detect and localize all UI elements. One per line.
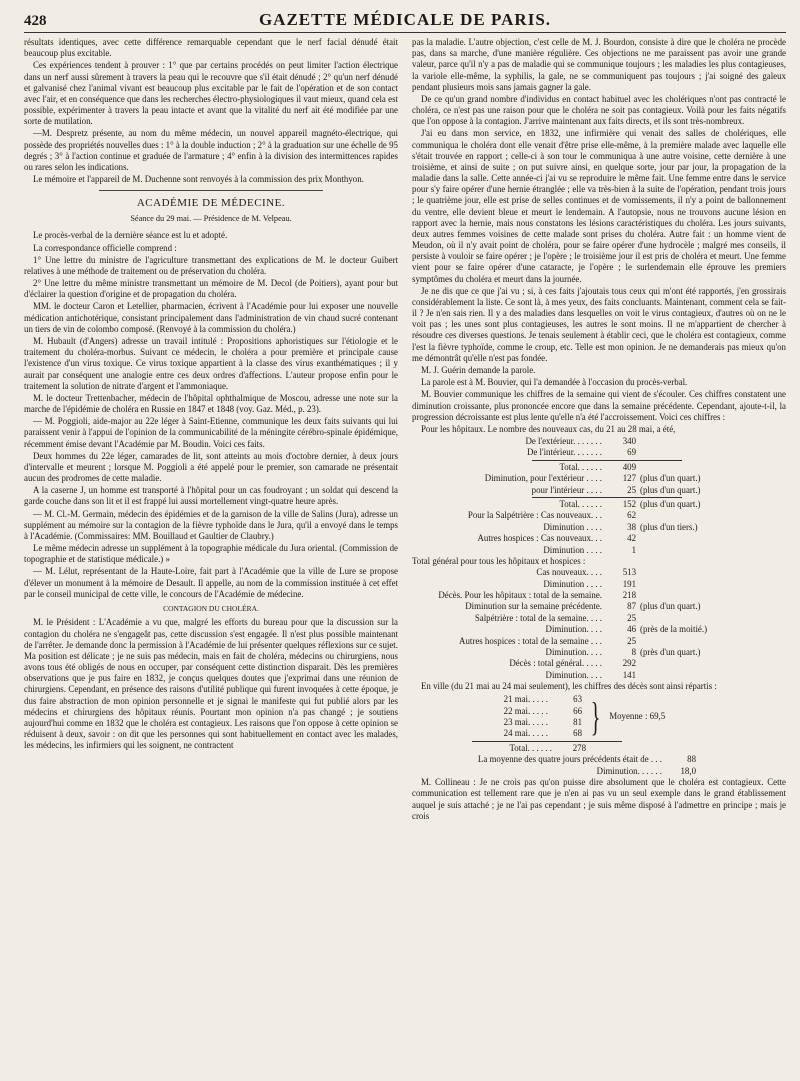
stat-row — [412, 613, 786, 624]
stat-row — [412, 590, 786, 601]
stat-value: 8 — [631, 647, 636, 658]
stat-row — [412, 533, 786, 544]
stat-note: (plus d'un quart.) — [640, 473, 701, 484]
paragraph: Je ne dis que ce que j'ai vu ; si, à ces faits j'ajoutais tous ceux qui m'ont été rapportés, j'en grossirais considérablement la liste. Ce sont là, à mes yeux, des faits concluants. Maintenant, comment cela se fait-il ? Je n'en sais rien. Il y a des maladies dans lesquelles on voit le virus contagieux, d'autres où on ne le voit pas ; les unes sont plus contagieuses, les autres le sont moins. Il ne m'appartient de chercher à résoudre ces diverses questions. Je tenais seulement à établir ceci, que le choléra est contagieux, comme l'est la fièvre typhoïde, comme le croup, etc. Telle est mon opinion. Je ne demanderais pas mieux qu'on me démontrât qu'elle n'est pas fondée. — [412, 285, 786, 363]
day-row — [472, 706, 582, 717]
stat-row — [412, 567, 786, 578]
paragraph: La correspondance officielle comprend : — [33, 242, 177, 253]
paragraph: 2° Une lettre du même ministre transmettant un mémoire de M. Decol (de Poitiers), ayant pour but d'éclairer la question d'origine et de propagation du choléra. — [24, 278, 398, 300]
day-row — [472, 728, 582, 739]
city-deaths-list — [472, 694, 582, 739]
stat-row — [412, 766, 786, 777]
paragraph: M. J. Guérin demande la parole. — [421, 364, 536, 375]
stat-label: Total général pour tous les hôpitaux et hospices : — [412, 555, 586, 566]
stat-label: Cas nouveaux. . . . — [536, 567, 602, 578]
stat-row — [412, 658, 786, 669]
stat-value: 292 — [622, 658, 636, 669]
stat-value: 69 — [627, 447, 636, 458]
stat-row — [412, 636, 786, 647]
stat-row — [412, 473, 786, 484]
paragraph: Le mémoire et l'appareil de M. Duchenne sont renvoyés à la commission des prix Monthyon. — [33, 174, 364, 185]
stat-note: (plus d'un tiers.) — [640, 521, 698, 532]
paragraph: pas la maladie. L'autre objection, c'est celle de M. J. Bourdon, consiste à dire que le choléra ne procède pas, dans sa marche, d'une manière régulière. Ces objections ne me paraissent pas avoir une grande valeur, parce qu'il n'y a pas de maladie qui se communique toujours ; les maladies les plus contagieuses, la variole elle-même, la syphilis, la gale, ne se communiquent pas toujours ; j'ai soigné des galeux pendant plusieurs mois sans jamais gagner la gale. — [412, 37, 786, 92]
stat-label: La moyenne des quatre jours précédents était de . . . — [477, 754, 662, 765]
stat-label: Autres hospices : Cas nouveaux. . . — [477, 533, 602, 544]
stat-label: Décès : total général. . . . . — [509, 658, 602, 669]
stat-label: Décès. Pour les hôpitaux : total de la semaine. — [438, 590, 602, 601]
stat-value: 42 — [627, 533, 636, 544]
stat-value: 513 — [622, 567, 636, 578]
paragraph: J'ai eu dans mon service, en 1832, une infirmière qui venait des salles de cholériques, elle communiqua le choléra dont elle venait d'être prise elle-même, à la première malade avec laquelle elle s'était trouvée en rapport ; celle-ci à son tour le communiqua à une autre voisine, cette dernière à une troisième, et ainsi de suite ; on put suivre ainsi, en quelque sorte, jour par jour, la propagation de la maladie dans la salle. Cette année-ci j'ai vu se reproduire le même fait. Une femme entre dans le service pour s'y faire opérer d'une hernie étranglée ; elle va très-bien à la suite de l'opération, pendant trois jours ; le quatrième jour, elle est prise de selles continues et de vomissements, il n'y a point de ballonnement du ventre, elle devient bleue et meurt le lendemain. A l'autopsie, nous ne trouvons aucune lésion en rapport avec la hernie, mais nous constatons les lésions caractéristiques du choléra. Les jours suivants, deux autres femmes voisines de cette malade sont prises du choléra. Autre fait : un homme vient de Meudon, où il n'y avait point de choléra, pour se faire opérer d'une hydrocèle ; malgré mes conseils, il persiste à vouloir se faire opérer ; je l'opère ; le troisième jour il est pris de choléra et meurt. Une femme vient pour se faire opérer d'une cataracte, je l'opère ; le surlendemain elle éprouve les premiers symptômes du choléra et meurt dans la journée. — [412, 128, 786, 284]
stat-value: 218 — [622, 590, 636, 601]
stat-row — [412, 556, 786, 567]
stat-label: Total. . . . . . — [509, 743, 552, 754]
stat-value: 88 — [687, 754, 696, 765]
stat-row — [412, 754, 786, 765]
paragraph: Le même médecin adresse un supplément à la topographie médicale du Jura oriental. (Commission de topographie et de statistique médicale.) » — [24, 543, 398, 565]
day-value: 68 — [573, 727, 582, 738]
stat-label: De l'extérieur. . . . . . . — [525, 436, 602, 447]
stat-label: Total. . . . . . — [559, 461, 602, 472]
day-value: 63 — [573, 694, 582, 705]
subsection-title: CONTAGION DU CHOLÉRA. — [163, 603, 259, 613]
day-label: 23 mai. . . . . — [503, 716, 548, 727]
stat-value: 87 — [627, 601, 636, 612]
stat-row — [412, 436, 786, 447]
stat-row — [412, 447, 786, 458]
page-header — [24, 10, 786, 33]
day-value: 81 — [573, 716, 582, 727]
stat-row — [412, 743, 786, 754]
stat-label: Diminution, pour l'extérieur . . . . — [484, 473, 602, 484]
stat-value: 127 — [622, 473, 636, 484]
stat-row — [412, 510, 786, 521]
stat-row — [412, 499, 786, 510]
stat-label: De l'intérieur. . . . . . . — [526, 447, 602, 458]
stat-note: (près d'un quart.) — [640, 647, 701, 658]
day-row — [472, 694, 582, 705]
stat-note: (plus d'un quart.) — [640, 498, 701, 509]
day-row — [472, 717, 582, 728]
brace-glyph: } — [590, 693, 601, 739]
section-divider — [99, 190, 323, 191]
stat-value: 25 — [627, 635, 636, 646]
stat-row — [412, 485, 786, 496]
stat-label: Diminution . . . . — [543, 544, 602, 555]
stat-note: (près de la moitié.) — [640, 624, 708, 635]
stat-row — [412, 647, 786, 658]
day-value: 66 — [573, 705, 582, 716]
stat-label: Diminution . . . . — [543, 578, 602, 589]
paragraph: A la caserne J, un homme est transporté à l'hôpital pour un cas foudroyant ; un soldat qui descend la garde couche dans son lit et il est frappé lui aussi mortellement vingt-quatre heure après. — [24, 485, 398, 507]
paragraph: En ville (du 21 mai au 24 mai seulement), les chiffres des décès sont ainsi répartis : — [421, 681, 717, 692]
paragraph: De ce qu'un grand nombre d'individus en contact habituel avec les cholériques n'ont pas contracté le choléra, ce n'est pas une raison pour que le choléra ne soit pas contagieux. Voilà pour les faits négatifs que l'on oppose à la contagion. J'arrive maintenant aux faits directs, et ils sont très-nombreux. — [412, 93, 786, 127]
paragraph: La parole est à M. Bouvier, qui l'a demandée à l'occasion du procès-verbal. — [421, 377, 688, 388]
paragraph: M. Hubault (d'Angers) adresse un travail intitulé : Propositions aphoristiques sur l'étiologie et le traitement du choléra-morbus. Suivant ce médecin, le choléra a pour première et principale cause l'existence d'un virus toxique. Ce virus toxique appartient à la classe des virus exanthématiques ; il y aurait par conséquent une analogie entre ces deux ordres d'affections. L'auteur propose enfin pour le traitement la solution de nitrate d'argent et l'ammoniaque. — [24, 335, 398, 391]
session-line: Séance du 29 mai. — Présidence de M. Velpeau. — [130, 214, 292, 224]
journal-title: GAZETTE MÉDICALE DE PARIS. — [258, 10, 552, 29]
stat-value: 191 — [622, 578, 636, 589]
stat-row — [412, 522, 786, 533]
stat-label: Diminution. . . . — [545, 669, 602, 680]
city-summary — [412, 743, 786, 777]
stat-label: Diminution. . . . . . — [596, 765, 662, 776]
stat-row — [412, 601, 786, 612]
sum-rule — [532, 460, 682, 461]
paragraph: M. le Président : L'Académie a vu que, malgré les efforts du bureau pour que la discussion sur la contagion du choléra ne s'engageât pas, cette discussion s'est engagée. Il n'est plus possible maintenant de l'arrêter. Je demande donc la permission à l'Académie de lui présenter quelques réflexions sur ce sujet. Ma position est délicate ; je ne suis pas médecin, mais en fait de choléra, médecins ou chirurgiens, nous avons tous été obligés de nous en occuper, par conséquent cette distinction disparait. Dès les premières observations que je pus faire en 1832, je conçus quelques doutes que j'exprimai dans une réunion de chirurgiens. Cependant, en présence des raisons d'utilité publique qui furent invoquées à cette époque, je dus faire abstraction de mon opinion personnelle et je signai le manifeste qui fut publié alors par les médecins et chirurgiens des hôpitaux réunis. Pourtant mon opinion n'a pas changé ; je soutiens aujourd'hui comme en 1832 que le choléra est contagieux. Les raisons que l'on oppose à cette opinion se réduisent à deux, savoir : on dit que les personnes qui sont habituellement en contact avec les malades, les médecins, les infirmiers qui les soignent, ne contractent — [24, 617, 398, 751]
section-title: ACADÉMIE DE MÉDECINE. — [136, 197, 286, 210]
stat-row — [412, 670, 786, 681]
sum-rule — [472, 741, 622, 742]
paragraph: — M. Cl.-M. Germain, médecin des épidémies et de la garnison de la ville de Salins (Jura), adresse un supplément au mémoire sur la contagion de la fièvre typhoïde dans le Jura, qu'il a envoyé dans le temps à l'Académie. (Commissaires: MM. Bouillaud et Gaultier de Claubry.) — [24, 508, 398, 541]
stat-label: pour l'intérieur . . . . — [531, 484, 602, 495]
stat-value: 38 — [627, 521, 636, 532]
stat-value: 340 — [622, 436, 636, 447]
paragraph: Ces expériences tendent à prouver : 1° que par certains procédés on peut limiter l'action électrique dans un nerf aussi sûrement à travers la peau qui le recouvre que s'il était dénudé ; 2° qu'un nerf dénudé et galvanisé chez l'animal vivant est beaucoup plus excitable par le fait de l'opération et de son contact avec l'air, et en conséquence que dans les recherches électro-physiologiques il vaut mieux, quand cela est possible, expérimenter à travers la peau intacte et avant que la vitalité du nerf ait été modifiée par une sorte de mutilation. — [24, 60, 398, 127]
city-deaths-block — [472, 694, 786, 739]
stat-note: (plus d'un quart.) — [640, 484, 701, 495]
stat-label: Diminution . . . . — [543, 521, 602, 532]
stat-value: 152 — [622, 498, 636, 509]
day-label: 22 mai. . . . . — [503, 705, 548, 716]
paragraph: résultats identiques, avec cette différence remarquable cependant que le nerf facial dénudé était beaucoup plus excitable. — [24, 37, 398, 59]
stat-label: Salpétrière : total de la semaine. . . . — [474, 612, 602, 623]
stat-value: 25 — [627, 484, 636, 495]
stat-value: 18,0 — [680, 765, 696, 776]
stat-value: 1 — [631, 544, 636, 555]
stat-value: 409 — [622, 461, 636, 472]
right-column — [412, 37, 786, 823]
paragraph: Le procès-verbal de la dernière séance est lu et adopté. — [33, 230, 228, 241]
day-label: 21 mai. . . . . — [503, 694, 548, 705]
paragraph: MM. le docteur Caron et Letellier, pharmacien, écrivent à l'Académie pour lui exposer une nouvelle médication antichotérique, consistant principalement dans l'administration de vin chaud sucré contenant un tiers de vin de colombo composé. (Renvoyé à la commission du choléra.) — [24, 301, 398, 334]
paragraph: Deux hommes du 22e léger, camarades de lit, sont atteints au mois d'octobre dernier, à deux jours d'intervalle et meurent ; lorsque M. Poggioli a été appelé pour le premier, son camarade ne présentait aucun des prodromes de cette maladie. — [24, 450, 398, 484]
paragraph: 1° Une lettre du ministre de l'agriculture transmettant des explications de M. le docteur Guibert relatives à une méthode de traitement ou de préservation du choléra. — [24, 254, 398, 276]
stat-value: 46 — [627, 624, 636, 635]
stat-label: Diminution. . . . — [545, 624, 602, 635]
average-label: Moyenne : 69,5 — [609, 711, 666, 722]
stat-value: 62 — [627, 510, 636, 521]
stat-row — [412, 545, 786, 556]
stat-value: 141 — [622, 669, 636, 680]
stat-row — [412, 624, 786, 635]
stat-label: Diminution sur la semaine précédente. — [465, 601, 602, 612]
stat-row — [412, 462, 786, 473]
stat-row — [412, 579, 786, 590]
paragraph: M. Collineau : Je ne crois pas qu'on puisse dire absolument que le choléra est contagieux. Cette communication est tellement rare que je n'en ai pas vu un seul exemple dans le grand établissement auquel je suis attaché ; je ne l'ai pas cependant ; je suis même disposé à l'admettre en principe ; mais je crois — [412, 777, 786, 821]
page-number: 428 — [24, 13, 47, 29]
stat-label: Diminution. . . . — [545, 647, 602, 658]
paragraph: — M. Poggioli, aide-major au 22e léger à Saint-Etienne, communique les deux faits suivants qui lui paraissent venir à l'appui de l'opinion de la communicabilité de la méningite cérébro-spinale épidémique, récemment émise devant l'Académie par M. Boudin. Voici ces faits. — [24, 416, 398, 449]
paragraph: Pour les hôpitaux. Le nombre des nouveaux cas, du 21 au 28 mai, a été, — [421, 423, 676, 434]
stat-label: Pour la Salpétrière : Cas nouveaux. . . — [467, 510, 602, 521]
stat-note: (plus d'un quart.) — [640, 601, 701, 612]
stat-label: Total. . . . . . — [559, 498, 602, 509]
paragraph: —M. Despretz présente, au nom du même médecin, un nouvel appareil magnéto-électrique, qui possède des propriétés nouvelles dues : 1° à la double induction ; 2° à la graduation sur une échelle de 95 degrés ; 3° à l'action continue et graduée de l'armature ; 4° enfin à la division des intermittences rapides ou rares selon les indications. — [24, 128, 398, 172]
sum-rule — [532, 497, 682, 498]
paragraph: M. Bouvier communique les chiffres de la semaine qui vient de s'écouler. Ces chiffres constatent une diminution croissante, plus prononcée encore que dans la semaine précédente. Cependant, ajoute-t-il, la progression décroissante est plus lente qu'elle n'a été l'accroissement. Voici ces chiffres : — [412, 389, 786, 422]
paragraph: — M. Lélut, représentant de la Haute-Loire, fait part à l'Académie que la ville de Lure se propose d'élever un monument à la mémoire de Desault. Il appelle, au nom de la commission instituée à cet effet par le conseil municipal de cette ville, le concours de l'Académie de médecine. — [24, 566, 398, 599]
stat-label: Autres hospices : total de la semaine . . . — [459, 635, 602, 646]
stat-value: 25 — [627, 612, 636, 623]
paragraph: M. le docteur Trettenbacher, médecin de l'hôpital ophthalmique de Moscou, adresse une note sur la marche de l'épidémie de choléra en Russie en 1847 et 1848 (voy. Gaz. Méd., p. 23). — [24, 392, 398, 415]
left-column — [24, 37, 398, 823]
statistics-table — [412, 436, 786, 681]
day-label: 24 mai. . . . . — [503, 727, 548, 738]
stat-value: 278 — [572, 743, 586, 754]
